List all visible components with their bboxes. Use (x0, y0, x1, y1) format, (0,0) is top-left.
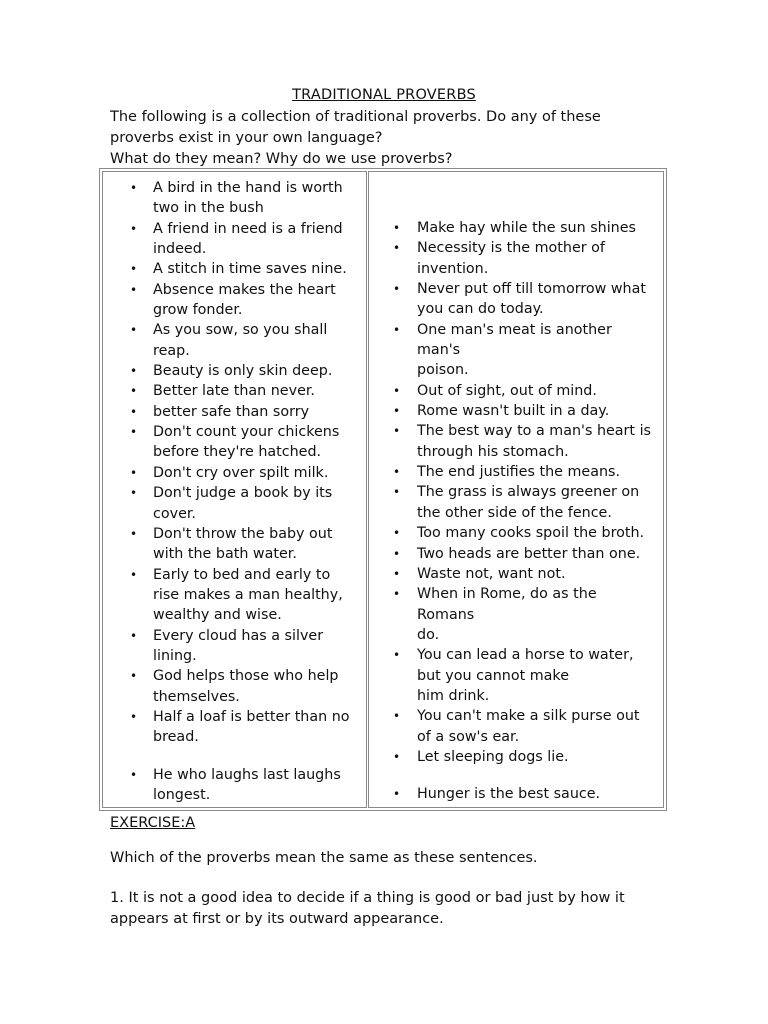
intro-line: What do they mean? Why do we use proverbs? (110, 151, 453, 167)
intro-paragraph (110, 107, 710, 170)
proverb-text: Half a loaf is better than no bread. (153, 708, 350, 746)
proverb-item (369, 784, 663, 804)
proverb-text: Make hay while the sun shines (417, 220, 636, 236)
bullet-icon: • (130, 669, 138, 684)
proverb-text: One man's meat is another man's poison. (417, 321, 612, 379)
bullet-icon: • (130, 567, 138, 582)
bullet-icon: • (393, 221, 401, 235)
proverb-text: Waste not, want not. (417, 565, 566, 582)
proverb-text: Rome wasn't built in a day. (417, 403, 610, 420)
proverb-text: Too many cooks spoil the broth. (417, 525, 645, 542)
bullet-icon: • (393, 587, 401, 602)
bullet-icon: • (393, 404, 401, 419)
exercise-item-line: appears at first or by its outward appearance. (110, 911, 444, 927)
proverb-text: God helps those who help themselves. (153, 668, 339, 705)
proverb-text: Beauty is only skin deep. (153, 363, 333, 380)
exercise-item-1 (110, 888, 670, 930)
proverb-item (369, 421, 663, 462)
proverb-item (103, 178, 366, 219)
proverb-text: The best way to a man's heart is through his stomach. (417, 423, 652, 460)
proverb-item (369, 482, 663, 523)
proverb-text: Two heads are better than one. (417, 545, 641, 562)
proverb-item (369, 564, 663, 584)
bullet-icon: • (130, 181, 138, 195)
page-title: TRADITIONAL PROVERBS (292, 87, 476, 103)
proverb-text: Don't cry over spilt milk. (153, 464, 329, 481)
proverb-text: A friend in need is a friend indeed. (153, 220, 343, 258)
proverb-text: Let sleeping dogs lie. (417, 748, 569, 765)
exercise-heading: EXERCISE:A (110, 815, 196, 831)
proverbs-left-list (103, 178, 366, 805)
proverb-text: A bird in the hand is worth two in the bush (153, 180, 343, 217)
bullet-icon: • (130, 465, 138, 480)
proverb-item (369, 462, 663, 482)
proverb-item (103, 259, 366, 279)
proverb-item (369, 584, 663, 645)
proverb-item (103, 381, 366, 401)
proverb-item (103, 219, 366, 260)
proverb-item (103, 361, 366, 381)
proverb-item (369, 523, 663, 543)
proverbs-right-column (368, 171, 664, 808)
proverb-text: When in Rome, do as the Romans do. (417, 586, 597, 643)
proverb-item (369, 747, 663, 767)
bullet-icon: • (393, 546, 401, 561)
proverb-item (369, 645, 663, 706)
proverb-item (103, 707, 366, 748)
proverb-text: He who laughs last laughs longest. (153, 766, 341, 803)
bullet-icon: • (393, 648, 401, 663)
proverb-item (369, 320, 663, 381)
bullet-icon: • (393, 749, 401, 764)
bullet-icon: • (130, 486, 138, 501)
proverb-item (369, 706, 663, 747)
bullet-icon: • (130, 282, 138, 297)
proverb-item (103, 565, 366, 626)
proverb-text: You can't make a silk purse out of a sow's ear. (417, 708, 640, 745)
proverb-item (103, 320, 366, 361)
proverb-text: Hunger is the best sauce. (417, 786, 601, 803)
bullet-icon: • (130, 384, 138, 399)
proverb-item (103, 765, 366, 806)
proverb-item (369, 401, 663, 421)
proverb-text: better safe than sorry (153, 403, 310, 420)
intro-line: The following is a collection of traditional proverbs. Do any of these (110, 109, 601, 125)
proverb-text: The end justifies the means. (417, 464, 621, 481)
proverb-text: Don't throw the baby out with the bath water. (153, 525, 333, 563)
proverb-item (369, 544, 663, 564)
bullet-icon: • (130, 628, 138, 643)
exercise-item-line: 1. It is not a good idea to decide if a thing is good or bad just by how it (110, 890, 625, 906)
proverb-text: Absence makes the heart grow fonder. (153, 281, 336, 319)
exercise-question: Which of the proverbs mean the same as these sentences. (110, 850, 538, 866)
bullet-icon: • (393, 709, 401, 724)
proverbs-table (99, 168, 667, 811)
bullet-icon: • (130, 364, 138, 379)
bullet-icon: • (130, 323, 138, 338)
proverbs-left-column (102, 171, 367, 808)
bullet-icon: • (393, 322, 401, 337)
proverb-text: The grass is always greener on the other side of the fence. (417, 484, 640, 521)
bullet-icon: • (130, 221, 138, 236)
bullet-icon: • (130, 526, 138, 541)
bullet-icon: • (130, 404, 138, 419)
proverb-item (369, 238, 663, 279)
proverb-item (103, 524, 366, 565)
bullet-icon: • (130, 262, 138, 277)
proverbs-right-list (369, 218, 663, 805)
bullet-icon: • (393, 787, 401, 802)
proverb-text: Never put off till tomorrow what you can do today. (417, 281, 646, 318)
bullet-icon: • (130, 425, 138, 440)
proverb-item (103, 483, 366, 524)
proverb-text: Out of sight, out of mind. (417, 382, 597, 399)
proverb-text: Don't count your chickens before they're hatched. (153, 424, 340, 461)
bullet-icon: • (393, 241, 401, 256)
bullet-icon: • (393, 566, 401, 581)
bullet-icon: • (393, 424, 401, 439)
proverb-text: Necessity is the mother of invention. (417, 240, 605, 277)
proverb-item (103, 666, 366, 707)
proverb-text: Early to bed and early to rise makes a man healthy, wealthy and wise. (153, 566, 343, 624)
proverb-item (103, 422, 366, 463)
proverb-item (369, 381, 663, 401)
bullet-icon: • (393, 383, 401, 398)
proverb-item (103, 280, 366, 321)
proverb-text: As you sow, so you shall reap. (153, 322, 328, 359)
bullet-icon: • (393, 526, 401, 541)
proverb-text: Don't judge a book by its cover. (153, 485, 333, 522)
proverb-text: Better late than never. (153, 383, 315, 400)
bullet-icon: • (130, 709, 138, 724)
proverb-text: You can lead a horse to water, but you cannot make him drink. (417, 647, 634, 704)
bullet-icon: • (393, 465, 401, 480)
proverb-item (103, 463, 366, 483)
bullet-icon: • (393, 485, 401, 500)
bullet-icon: • (130, 767, 138, 782)
proverb-text: Every cloud has a silver lining. (153, 627, 324, 664)
proverb-item (369, 218, 663, 238)
intro-line: proverbs exist in your own language? (110, 130, 383, 146)
proverb-item (103, 402, 366, 422)
proverb-text: A stitch in time saves nine. (153, 261, 347, 278)
bullet-icon: • (393, 282, 401, 297)
proverb-item (369, 279, 663, 320)
proverb-item (103, 626, 366, 667)
